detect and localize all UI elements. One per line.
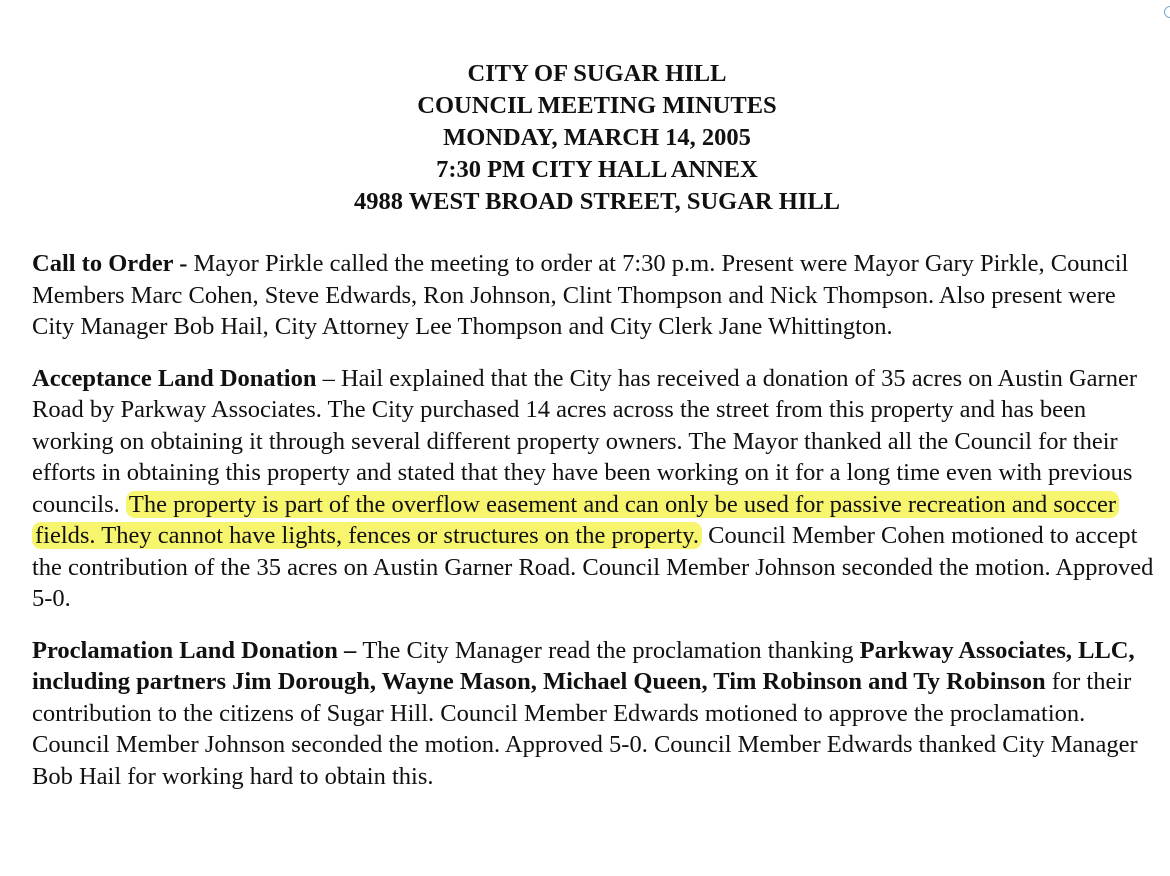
header-city: CITY OF SUGAR HILL <box>467 60 727 87</box>
call-to-order-text: Mayor Pirkle called the meeting to order at 7:30 p.m. Present were Mayor Gary Pirkle, Council Members Marc Cohen, Steve Edwards, Ron Johnson, Clint Thompson and Nick Thompson. Also present were City Manager Bob Hail, City Attorney Lee Thompson and City Clerk Jane Whittington. <box>32 250 1129 340</box>
header-date: MONDAY, MARCH 14, 2005 <box>443 124 751 151</box>
edge-circle-icon <box>1164 6 1170 18</box>
acceptance-text-2: Council Member Cohen motioned to accept the contribution of the 35 acres on Austin Garner Road. Council Member Johnson seconded the motion. Approved 5-0. <box>32 522 1154 612</box>
acceptance-text-1: – Hail explained that the City has received a donation of 35 acres on Austin Garner Road by Parkway Associates. The City purchased 14 acres across the street from this property and has been working on obtaining it through several different property owners. The Mayor thanked all the Council for their efforts in obtaining this property and stated that they have been working on it for a long time even with previous councils. <box>32 364 1137 518</box>
acceptance-title: Acceptance Land Donation <box>32 364 317 392</box>
call-to-order-title: Call to Order - <box>32 250 194 277</box>
header-time-location: 7:30 PM CITY HALL ANNEX <box>436 156 758 183</box>
acceptance-highlighted-text: The property is part of the overflow easement and can only be used for passive recreation and soccer fields. They cannot have lights, fences or structures on the property. <box>32 491 1119 550</box>
proclamation-title: Proclamation Land Donation – <box>32 636 363 664</box>
header-address: 4988 WEST BROAD STREET, SUGAR HILL <box>353 188 841 215</box>
proclamation-text-2: for their contribution to the citizens of Sugar Hill. Council Member Edwards motioned to approve the proclamation. Council Member Johnson seconded the motion. Approved 5-0. Council Member Edwards thanked City Manager Bob Hail for working hard to obtain this. <box>32 668 1138 790</box>
proclamation-land-donation-section <box>32 635 1162 793</box>
call-to-order-section <box>32 248 1162 343</box>
acceptance-land-donation-section <box>32 363 1162 615</box>
proclamation-text-1: The City Manager read the proclamation thanking <box>362 636 860 664</box>
proclamation-bold-names: Parkway Associates, LLC, including partners Jim Dorough, Wayne Mason, Michael Queen, Tim Robinson and Ty Robinson <box>32 636 1135 695</box>
document-page <box>32 58 1162 812</box>
header-title: COUNCIL MEETING MINUTES <box>417 92 777 119</box>
minutes-header <box>32 58 1162 218</box>
